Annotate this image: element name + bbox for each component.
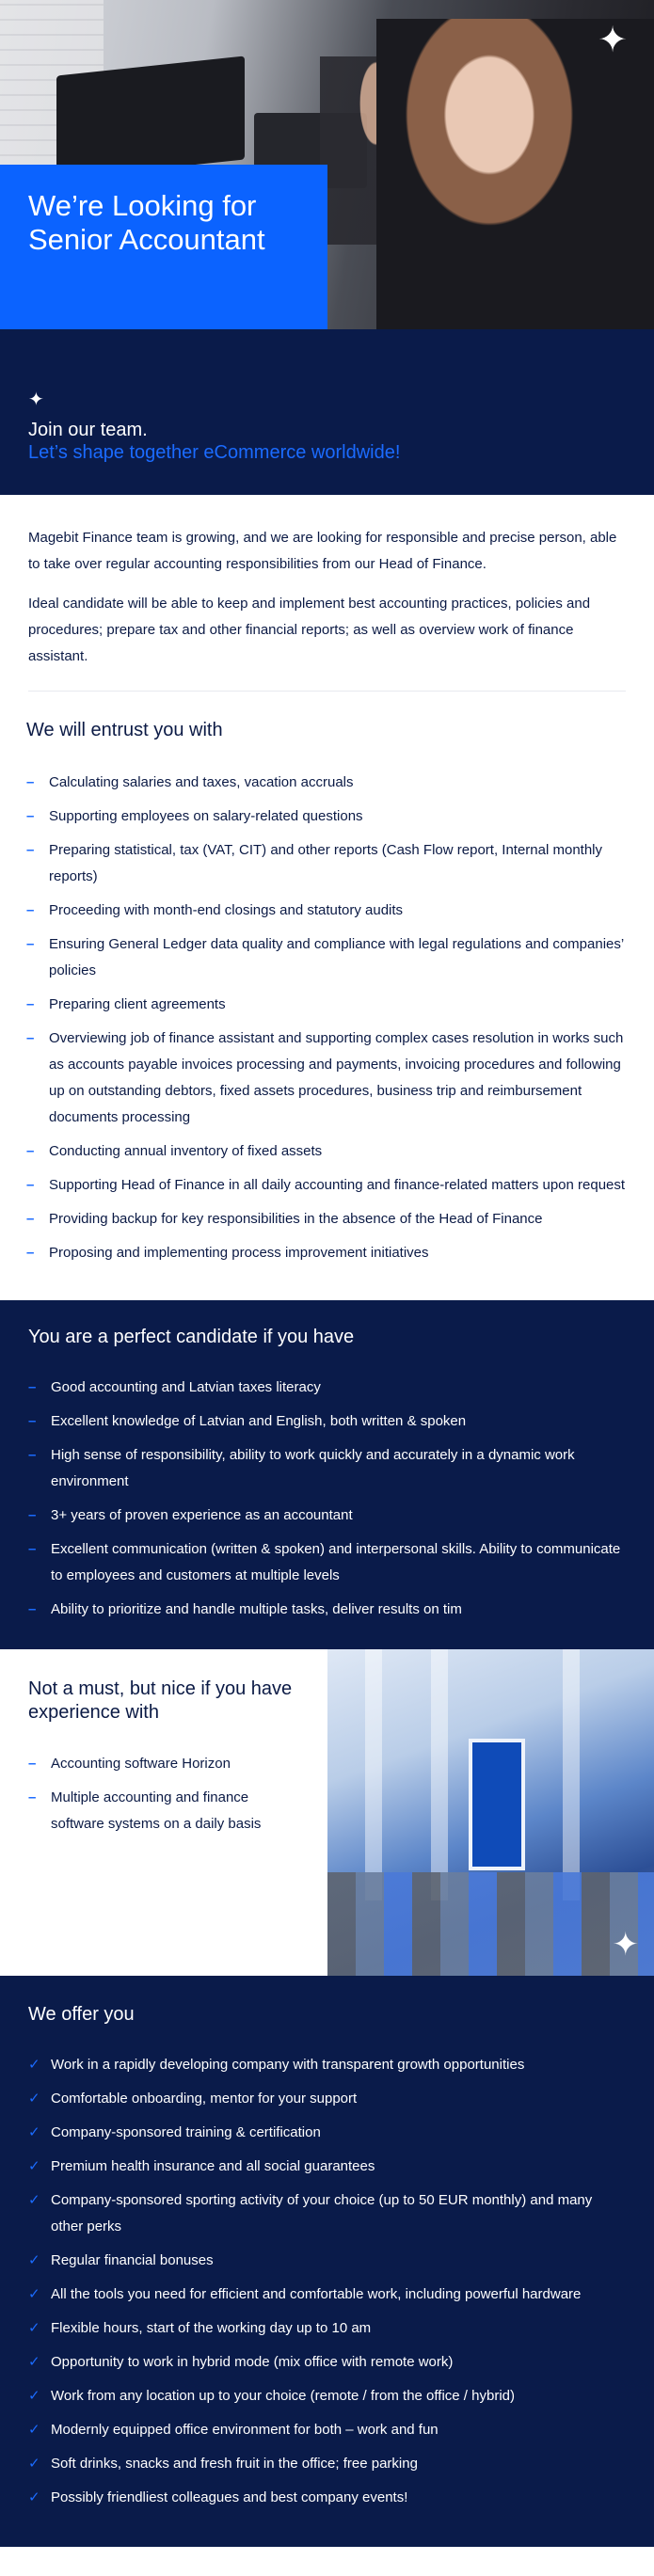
list-item: [26, 1026, 628, 1131]
list-item-text: Flexible hours, start of the working day up to 10 am: [51, 2320, 372, 2336]
list-item-text: Supporting employees on salary-related questions: [49, 808, 363, 824]
page-title-line2: Senior Accountant: [28, 223, 265, 256]
office-photo-glass-panel: [365, 1649, 382, 1900]
offer-heading: We offer you: [28, 2004, 135, 2025]
list-item-text: Proposing and implementing process improvement initiatives: [49, 1245, 429, 1261]
list-item: [28, 1442, 626, 1495]
dash-icon: –: [28, 1379, 37, 1395]
dash-icon: –: [28, 1413, 37, 1429]
list-item-text: Opportunity to work in hybrid mode (mix office with remote work): [51, 2354, 454, 2370]
list-item-text: Ability to prioritize and handle multiple tasks, deliver results on tim: [51, 1601, 462, 1617]
check-icon: ✓: [28, 2489, 40, 2505]
list-item-text: Overviewing job of finance assistant and supporting complex cases resolution in works such as accounts payable invoices processing and payments, invoicing procedures and following up on outstanding debtors, fixed assets procedures, business trip and reimbursement documents processing: [49, 1030, 624, 1125]
list-item: [28, 2315, 626, 2342]
list-item-text: Excellent communication (written & spoken) and interpersonal skills. Ability to communicate to employees and customers at multiple levels: [51, 1541, 621, 1583]
list-item: [26, 1172, 628, 1199]
dash-icon: –: [26, 1211, 35, 1227]
dash-icon: –: [26, 1143, 35, 1159]
list-item-text: Possibly friendliest colleagues and best company events!: [51, 2489, 408, 2505]
join-line2: Let’s shape together eCommerce worldwide!: [28, 442, 401, 463]
dash-icon: –: [28, 1601, 37, 1617]
list-item: [28, 2052, 626, 2078]
list-item: [26, 1240, 628, 1266]
list-item-text: Preparing statistical, tax (VAT, CIT) and other reports (Cash Flow report, Internal monthly reports): [49, 842, 603, 884]
check-icon: ✓: [28, 2091, 40, 2107]
office-photo: [327, 1649, 654, 1976]
dash-icon: –: [28, 1541, 37, 1557]
list-item-text: Supporting Head of Finance in all daily accounting and finance-related matters upon request: [49, 1177, 626, 1193]
dash-icon: –: [26, 842, 35, 858]
list-item: [28, 1375, 626, 1401]
join-section: [0, 329, 654, 495]
list-item-text: Accounting software Horizon: [51, 1756, 231, 1772]
list-item-text: Calculating salaries and taxes, vacation accruals: [49, 774, 354, 790]
list-item: [28, 1751, 299, 1777]
list-item: [26, 837, 628, 890]
sparkle-icon: ✦: [28, 390, 44, 410]
check-icon: ✓: [28, 2158, 40, 2174]
dash-icon: –: [28, 1789, 37, 1805]
dash-icon: –: [26, 902, 35, 918]
list-item: [28, 2451, 626, 2477]
list-item-text: Regular financial bonuses: [51, 2252, 214, 2268]
list-item-text: Proceeding with month-end closings and statutory audits: [49, 902, 404, 918]
check-icon: ✓: [28, 2388, 40, 2404]
dash-icon: –: [28, 1507, 37, 1523]
list-item-text: All the tools you need for efficient and comfortable work, including powerful hardware: [51, 2286, 582, 2302]
check-icon: ✓: [28, 2354, 40, 2370]
list-item: [28, 2187, 626, 2240]
list-item: [28, 2383, 626, 2409]
check-icon: ✓: [28, 2057, 40, 2073]
list-item-text: 3+ years of proven experience as an accountant: [51, 1507, 353, 1523]
page-title: [28, 189, 299, 257]
dash-icon: –: [28, 1756, 37, 1772]
nice-to-have-list: [28, 1751, 299, 1837]
list-item-text: Soft drinks, snacks and fresh fruit in the office; free parking: [51, 2456, 418, 2472]
list-item: [26, 1138, 628, 1165]
nice-to-have-section: [0, 1649, 654, 1976]
list-item: [28, 1503, 626, 1529]
list-item: [26, 931, 628, 984]
office-photo-floor: [327, 1872, 654, 1976]
candidate-list: [28, 1375, 626, 1623]
list-item-text: Ensuring General Ledger data quality and compliance with legal regulations and companies’ policies: [49, 936, 624, 978]
list-item-text: Good accounting and Latvian taxes literacy: [51, 1379, 321, 1395]
sparkle-icon: ✦: [612, 1927, 639, 1963]
list-item-text: Comfortable onboarding, mentor for your support: [51, 2091, 358, 2107]
dash-icon: –: [28, 1447, 37, 1463]
list-item: [28, 2120, 626, 2146]
list-item-text: Work from any location up to your choice (remote / from the office / hybrid): [51, 2388, 515, 2404]
candidate-section: [0, 1300, 654, 1649]
sparkle-icon: ✦: [598, 21, 628, 60]
dash-icon: –: [26, 1177, 35, 1193]
list-item: [28, 2282, 626, 2308]
offer-section: [0, 1976, 654, 2547]
check-icon: ✓: [28, 2286, 40, 2302]
list-item-text: Premium health insurance and all social guarantees: [51, 2158, 375, 2174]
dash-icon: –: [26, 936, 35, 952]
offer-list: [28, 2052, 626, 2511]
list-item-text: Excellent knowledge of Latvian and English, both written & spoken: [51, 1413, 467, 1429]
dash-icon: –: [26, 774, 35, 790]
intro-paragraph-2: Ideal candidate will be able to keep and implement best accounting practices, policies and procedures; prepare tax and other financial reports; as well as overview work of finance assistant.: [28, 596, 591, 664]
list-item: [26, 898, 628, 924]
check-icon: ✓: [28, 2192, 40, 2208]
check-icon: ✓: [28, 2456, 40, 2472]
list-item: [28, 2248, 626, 2274]
check-icon: ✓: [28, 2252, 40, 2268]
page-title-line1: We’re Looking for: [28, 189, 257, 222]
list-item: [26, 992, 628, 1018]
list-item-text: Multiple accounting and finance software systems on a daily basis: [51, 1789, 262, 1832]
office-photo-door: [469, 1739, 525, 1870]
check-icon: ✓: [28, 2422, 40, 2438]
check-icon: ✓: [28, 2124, 40, 2140]
dash-icon: –: [26, 996, 35, 1012]
entrust-heading: We will entrust you with: [26, 720, 223, 740]
join-line1: Join our team.: [28, 420, 148, 440]
list-item-text: Preparing client agreements: [49, 996, 226, 1012]
list-item: [28, 1536, 626, 1589]
hero-title-box: [0, 165, 327, 329]
list-item: [28, 1408, 626, 1435]
list-item: [28, 2349, 626, 2376]
entrust-list: [26, 770, 628, 1266]
list-item-text: Work in a rapidly developing company with transparent growth opportunities: [51, 2057, 525, 2073]
office-photo-glass-panel: [431, 1649, 448, 1900]
list-item: [28, 1785, 299, 1837]
list-item: [26, 770, 628, 796]
check-icon: ✓: [28, 2320, 40, 2336]
list-item-text: High sense of responsibility, ability to work quickly and accurately in a dynamic work environment: [51, 1447, 575, 1489]
candidate-heading: You are a perfect candidate if you have: [28, 1327, 355, 1347]
list-item: [26, 803, 628, 830]
list-item-text: Company-sponsored training & certification: [51, 2124, 321, 2140]
nice-to-have-content: [0, 1649, 327, 1976]
dash-icon: –: [26, 1245, 35, 1261]
intro-paragraph-1: Magebit Finance team is growing, and we are looking for responsible and precise person, able to take over regular accounting responsibilities from our Head of Finance.: [28, 530, 617, 572]
dash-icon: –: [26, 1030, 35, 1046]
office-photo-glass-panel: [563, 1649, 580, 1900]
list-item-text: Modernly equipped office environment for both – work and fun: [51, 2422, 439, 2438]
list-item: [28, 2417, 626, 2443]
hero-banner: [0, 0, 654, 329]
list-item-text: Providing backup for key responsibilities in the absence of the Head of Finance: [49, 1211, 543, 1227]
hero-photo-monitor: [56, 56, 245, 179]
list-item-text: Conducting annual inventory of fixed assets: [49, 1143, 323, 1159]
list-item: [28, 2086, 626, 2112]
list-item: [28, 2154, 626, 2180]
list-item: [26, 1206, 628, 1232]
dash-icon: –: [26, 808, 35, 824]
intro-section: [0, 495, 654, 670]
entrust-section: [0, 692, 654, 1300]
list-item-text: Company-sponsored sporting activity of your choice (up to 50 EUR monthly) and many other perks: [51, 2192, 593, 2234]
list-item: [28, 1597, 626, 1623]
nice-to-have-heading: Not a must, but nice if you have experience with: [28, 1678, 293, 1723]
list-item: [28, 2485, 626, 2511]
hero-photo-woman: [376, 19, 654, 329]
